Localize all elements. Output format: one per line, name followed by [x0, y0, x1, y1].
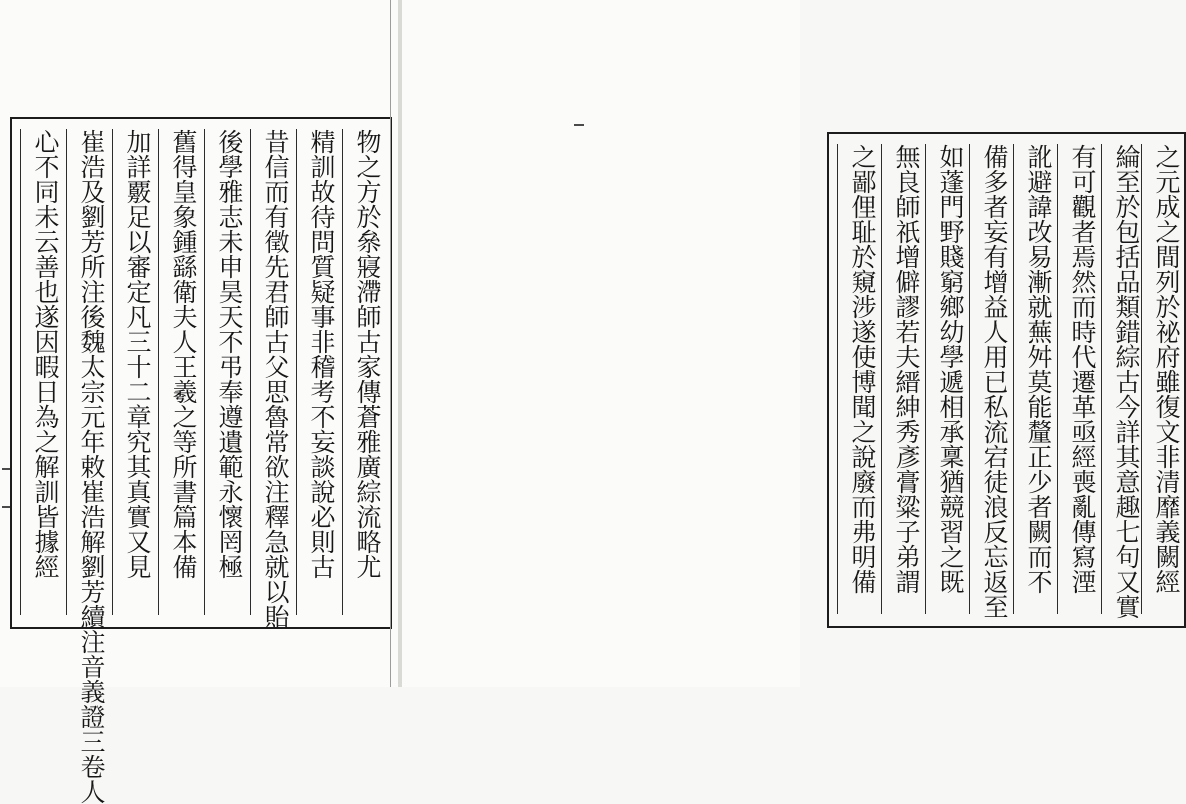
column-text: 訛避諱改易漸就蕪舛莫能釐正少者闕而不 [1024, 144, 1053, 594]
text-column [1057, 144, 1096, 614]
margin-mark [574, 124, 584, 126]
column-text: 精訓故待問質疑事非稽考不妄談說必則古 [307, 129, 336, 579]
text-column [20, 129, 59, 615]
text-column [250, 129, 290, 629]
left-page [0, 0, 398, 804]
column-text: 綸至於包括品類錯綜古今詳其意趣七句又實 [1112, 144, 1141, 619]
text-column [158, 129, 197, 615]
text-column [837, 144, 876, 614]
page-edge-line [390, 0, 391, 687]
left-page-frame [10, 117, 392, 804]
text-column [925, 144, 964, 614]
column-text: 加詳覈足以審定凡三十二章究其真實又見 [123, 129, 152, 579]
text-column [204, 129, 243, 615]
margin-mark [2, 506, 10, 508]
text-column [1101, 144, 1141, 619]
text-column [342, 129, 381, 615]
column-text: 無良師祇增僻謬若夫縉紳秀彥膏粱子弟謂 [892, 144, 921, 594]
column-text: 之鄙俚耻於窺涉遂使博聞之說廢而弗明備 [848, 144, 877, 594]
text-column [1013, 144, 1052, 614]
text-column [1141, 144, 1180, 614]
right-page [402, 0, 1181, 687]
column-text: 舊得皇象鍾繇衛夫人王羲之等所書篇本備 [169, 129, 198, 579]
text-column [969, 144, 1009, 619]
column-text: 備多者妄有增益人用已私流宕徒浪反忘返至 [980, 144, 1009, 619]
column-text: 後學雅志未申昊天不弔奉遵遺範永懷罔極 [215, 129, 244, 579]
column-text: 心不同未云善也遂因暇日為之解訓皆據經 [31, 129, 60, 579]
text-column [66, 129, 106, 804]
column-text: 有可觀者焉然而時代遷革亟經喪亂傳寫湮 [1068, 144, 1097, 594]
text-column [112, 129, 151, 615]
column-text: 崔浩及劉芳所注後魏太宗元年敕崔浩解劉芳續注音義證三卷人 [77, 129, 106, 804]
right-page-frame [827, 132, 1186, 628]
column-text: 物之方於㕘寢滯師古家傳蒼雅廣綜流略尤 [353, 129, 382, 579]
column-text: 如蓬門野賤窮鄉幼學遞相承稟猶競習之既 [936, 144, 965, 594]
column-text: 之元成之間列於祕府雖復文非清靡義闕經 [1152, 144, 1181, 594]
column-text: 昔信而有徵先君師古父思魯常欲注釋急就以貽 [261, 129, 290, 629]
margin-mark [2, 468, 10, 470]
text-column [881, 144, 920, 614]
text-column [296, 129, 335, 615]
